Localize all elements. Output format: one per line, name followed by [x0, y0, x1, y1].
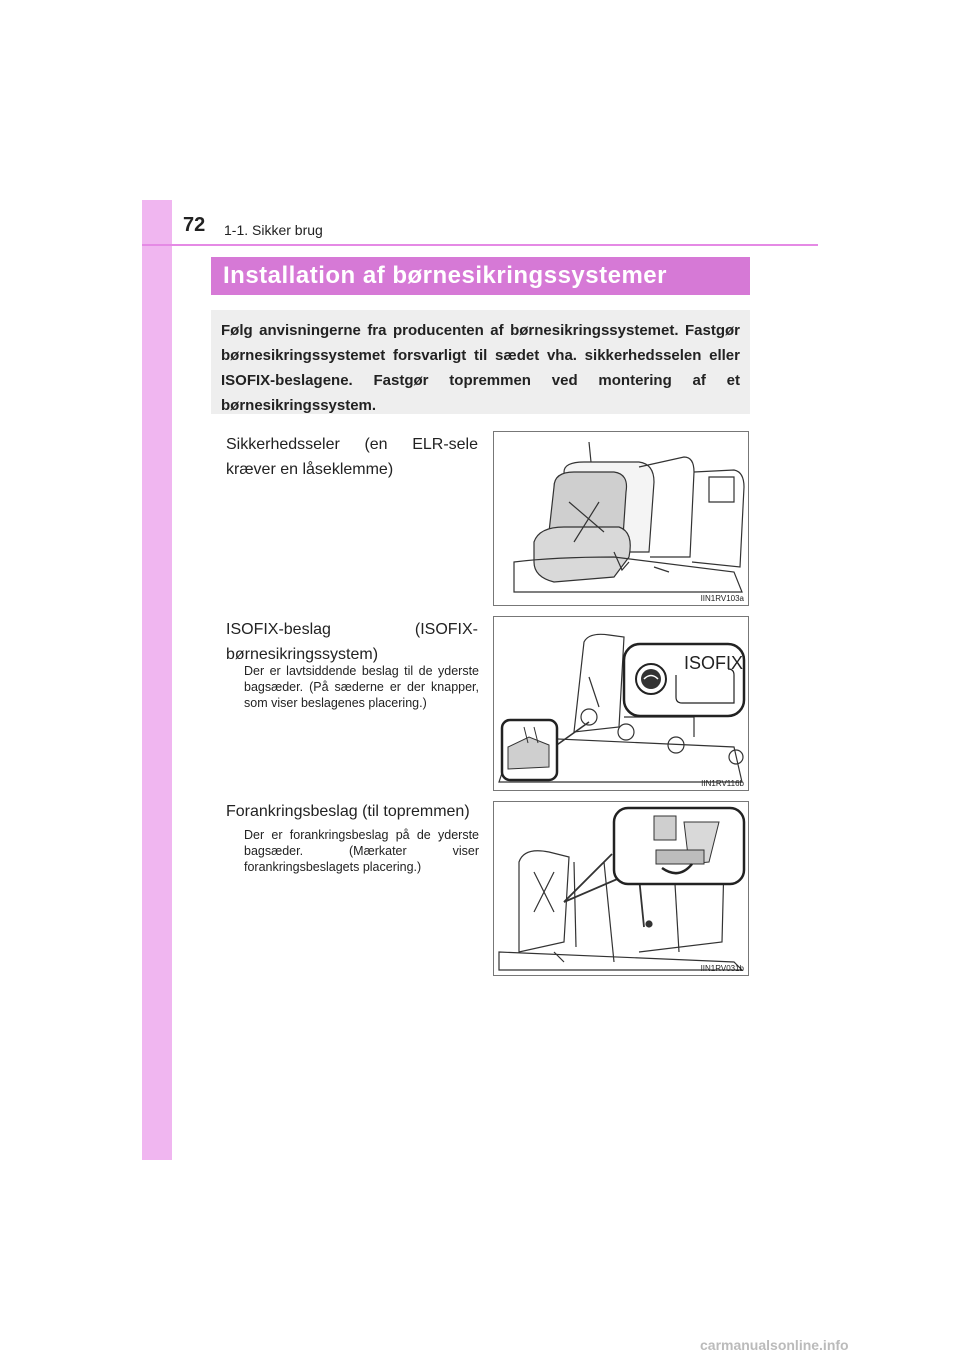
header-rule	[142, 244, 818, 246]
anchor-illustration	[494, 802, 748, 975]
intro-box: Følg anvisningerne fra producenten af børnesikringssystemet. Fastgør børnesikringssystemet forsvarligt til sædet vha. sikkerhedsselen eller ISOFIX-beslagene. Fastgør topremmen ved montering af et børnesikringssystem.	[211, 310, 750, 414]
isofix-label: ISOFIX	[684, 653, 744, 673]
item-title-isofix: ISOFIX-beslag (ISOFIX-børnesikringssystem)	[226, 621, 478, 663]
figure-isofix	[493, 616, 749, 791]
figure-anchor	[493, 801, 749, 976]
item-note-anchor: Der er forankringsbeslag på de yderste bagsæder. (Mærkater viser forankringsbeslagets placering.)	[244, 828, 479, 874]
isofix-illustration	[494, 617, 748, 790]
figure-code: IIN1RV116b	[701, 779, 744, 788]
figure-code: IIN1RV031b	[700, 964, 744, 973]
item-title-anchor: Forankringsbeslag (til topremmen)	[226, 803, 470, 820]
figure-code: IIN1RV103a	[700, 594, 744, 603]
watermark: carmanualsonline.info	[700, 1337, 849, 1353]
section-title: Installation af børnesikringssystemer	[211, 257, 750, 295]
page-number: 72	[183, 214, 206, 236]
side-tab-strip	[142, 200, 172, 1160]
figure-seatbelt	[493, 431, 749, 606]
item-note-isofix: Der er lavtsiddende beslag til de yderste bagsæder. (På sæderne er der knapper, som viser beslagenes placering.)	[244, 664, 479, 710]
item-title-seatbelt: Sikkerhedsseler (en ELR-sele kræver en låseklemme)	[226, 436, 478, 478]
seatbelt-illustration	[494, 432, 748, 605]
section-label: 1-1. Sikker brug	[224, 222, 323, 238]
